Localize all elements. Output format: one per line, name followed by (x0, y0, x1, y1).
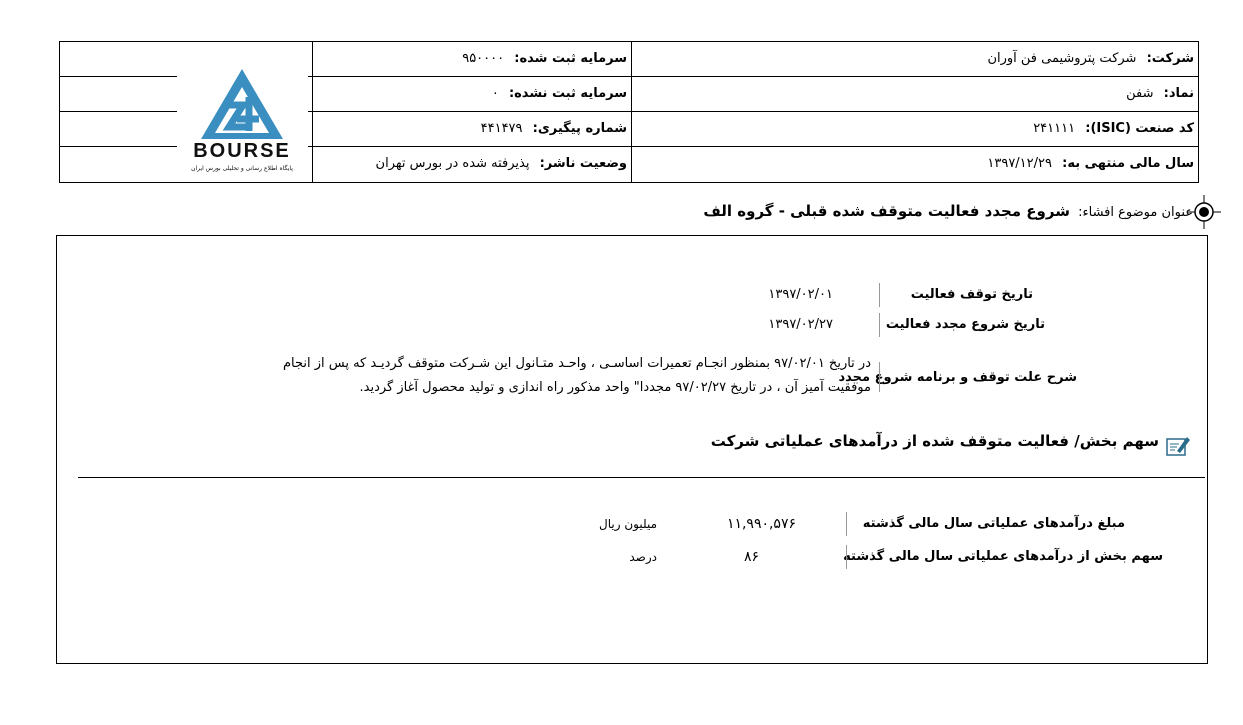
revenue-share-row (63, 545, 1163, 569)
publisher-status-label: وضعیت ناشر: (539, 156, 627, 171)
reason-line-1: در تاریخ ۹۷/۰۲/۰۱ بمنظور انجـام تعمیرات اساسـی ، واحـد متـانول این شـرکت متوقف گردیـد که پس از انجام (282, 356, 871, 371)
revenue-share-label: سهم بخش از درآمدهای عملیاتی سال مالی گذشته (843, 549, 1163, 564)
isic-cell (632, 112, 1198, 146)
publisher-status-value: پذیرفته شده در بورس تهران (375, 156, 530, 171)
revenue-share-value: ۸۶ (743, 549, 759, 565)
unregistered-capital-label: سرمایه ثبت نشده: (508, 86, 627, 101)
logo-subtitle: پایگاه اطلاع رسانی و تحلیلی بورس ایران (191, 165, 293, 172)
subject-label: عنوان موضوع افشاء: (1078, 205, 1193, 220)
edit-note-icon (1165, 434, 1191, 458)
fiscal-year-label: سال مالی منتهی به: (1062, 156, 1194, 171)
unregistered-capital-cell (312, 77, 632, 111)
restart-date-label: تاریخ شروع مجدد فعالیت (885, 317, 1045, 332)
subject-title: شروع مجدد فعالیت متوقف شده قبلی - گروه الف (703, 202, 1070, 220)
revenue-amount-label: مبلغ درآمدهای عملیاتی سال مالی گذشته (862, 516, 1125, 531)
stop-date-value: ۱۳۹۷/۰۲/۰۱ (768, 287, 833, 302)
company-label: شرکت: (1146, 51, 1194, 66)
symbol-label: نماد: (1163, 86, 1194, 101)
divider (846, 545, 847, 569)
reason-label: شرح علت توقف و برنامه شروع مجدد (838, 370, 1077, 385)
reason-line-2: موفقیت آمیز آن ، در تاریخ ۹۷/۰۲/۲۷ مجددا" واحد مذکور راه اندازی و تولید محصول آغاز گردید. (359, 380, 871, 395)
company-cell (632, 42, 1198, 76)
registered-capital-cell (312, 42, 632, 76)
restart-date-value: ۱۳۹۷/۰۲/۲۷ (768, 317, 833, 332)
revenue-amount-row (63, 512, 1163, 536)
publisher-status-cell (312, 147, 632, 182)
logo-text: BOURSE (193, 140, 291, 162)
company-value: شرکت پتروشیمی فن آوران (987, 51, 1137, 66)
symbol-value: شفن (1126, 86, 1154, 101)
fiscal-year-cell (632, 147, 1198, 182)
section-divider (78, 477, 1205, 478)
tracking-value: ۴۴۱۴۷۹ (480, 121, 523, 136)
divider (846, 512, 847, 536)
bourse-logo (177, 47, 308, 178)
registered-capital-label: سرمایه ثبت شده: (514, 51, 627, 66)
restart-date-row (63, 313, 1163, 337)
revenue-share-unit: درصد (629, 550, 657, 564)
revenue-amount-value: ۱۱,۹۹۰,۵۷۶ (726, 516, 796, 532)
disclosure-subject (703, 197, 1193, 225)
unregistered-capital-value: ۰ (491, 86, 499, 101)
stop-date-row (63, 283, 1163, 307)
divider (879, 283, 880, 307)
isic-value: ۲۴۱۱۱۱ (1033, 121, 1076, 136)
tracking-label: شماره پیگیری: (532, 121, 627, 136)
stop-date-label: تاریخ توقف فعالیت (910, 287, 1033, 302)
section-title: سهم بخش/ فعالیت متوقف شده از درآمدهای عملیاتی شرکت (710, 432, 1159, 450)
divider (879, 362, 880, 392)
divider (879, 313, 880, 337)
reason-row (63, 350, 1163, 402)
isic-label: کد صنعت (ISIC): (1085, 121, 1194, 136)
fiscal-year-value: ۱۳۹۷/۱۲/۲۹ (987, 156, 1052, 171)
revenue-amount-unit: میلیون ریال (599, 517, 657, 531)
symbol-cell (632, 77, 1198, 111)
bourse-logo-icon (177, 47, 308, 178)
tracking-cell (312, 112, 632, 146)
registered-capital-value: ۹۵۰۰۰۰ (462, 51, 505, 66)
